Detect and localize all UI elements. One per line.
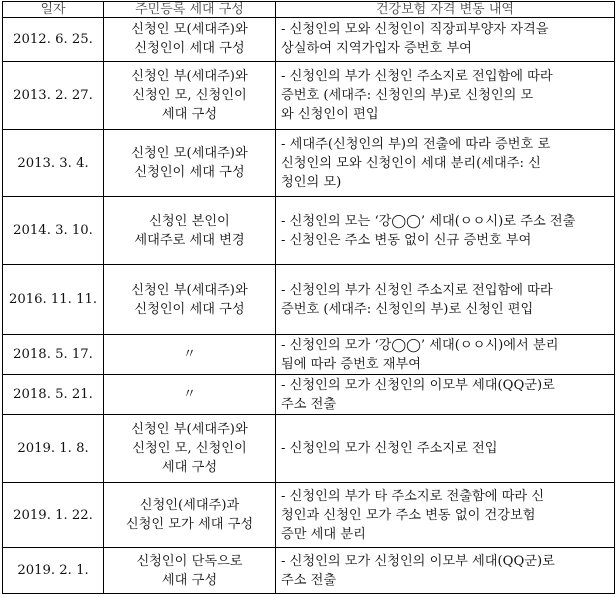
composition-line: 신청인 모(세대주)와: [131, 146, 248, 161]
composition-cell: [104, 129, 276, 197]
composition-line: 신청인(세대주)과: [139, 498, 240, 514]
composition-line: 세대 구성: [161, 106, 218, 122]
composition-cell: [104, 197, 276, 265]
change-cell: [276, 265, 615, 335]
change-cell: [276, 197, 615, 265]
composition-cell: [104, 18, 276, 62]
change-cell: [276, 483, 615, 548]
table-row: [3, 335, 615, 375]
composition-line: 신청인 부(세대주)와: [131, 282, 248, 298]
table-row: [3, 61, 615, 129]
change-cell: [276, 374, 615, 415]
change-cell: [276, 335, 615, 375]
composition-line: 신청인 본인이: [149, 213, 230, 229]
table-row: [3, 548, 615, 594]
change-line: - 세대주(신청인의 부)의 전출에 따라 증번호 로: [281, 136, 551, 152]
change-line: 증만 세대 분리: [281, 526, 366, 542]
composition-line: 신청인 부(세대주)와: [131, 68, 248, 84]
composition-line: 신청인 모, 신청인이: [132, 87, 247, 103]
change-line: - 신청인의 모는 ‘강◯◯’ 세대(ㅇㅇ시)로 주소 전출: [281, 213, 576, 229]
change-line: 증번호 (세대주: 신청인의 부)로 신청인의 모: [281, 87, 534, 103]
date-cell: 2013. 2. 27.: [3, 61, 104, 129]
change-line: - 신청인의 모가 ‘강◯◯’ 세대(ㅇㅇ시)에서 분리: [281, 337, 559, 353]
date-cell: 2016. 11. 11.: [3, 265, 104, 335]
composition-line: 신청인 모가 세대 구성: [125, 517, 254, 533]
change-line: - 신청인은 주소 변동 없이 신규 증번호 부여: [281, 232, 532, 248]
date-cell: 2019. 2. 1.: [3, 548, 104, 594]
table-body: [3, 18, 615, 594]
composition-line: 신청인 모, 신청인이: [132, 441, 247, 457]
composition-line: 신청인이 세대 구성: [134, 41, 245, 57]
composition-cell: [104, 374, 276, 415]
change-line: - 신청인의 모와 신청인이 직장피부양자 자격을: [281, 22, 549, 38]
change-line: - 신청인의 모가 신청인의 이모부 세대(QQ군)로: [281, 553, 555, 569]
date-cell: 2013. 3. 4.: [3, 129, 104, 197]
composition-cell: [104, 548, 276, 594]
table-row: [3, 483, 615, 548]
composition-cell: [104, 483, 276, 548]
change-line: 청인의 모): [281, 174, 342, 190]
change-cell: [276, 129, 615, 197]
change-line: 신청인의 모와 신청인이 세대 분리(세대주: 신: [281, 155, 541, 171]
change-line: - 신청인의 부가 타 주소지로 전출함에 따라 신: [281, 488, 545, 504]
insurance-history-table: [2, 1, 615, 594]
header-date: 일자: [3, 2, 104, 18]
composition-cell: [104, 335, 276, 375]
header-change: 건강보험 자격 변동 내역: [276, 2, 615, 18]
composition-cell: [104, 61, 276, 129]
table-row: [3, 415, 615, 483]
composition-line: 신청인 모(세대주)와: [131, 22, 248, 38]
composition-line: 신청인 부(세대주)와: [131, 422, 248, 438]
composition-line: 〃: [182, 387, 197, 403]
date-cell: 2019. 1. 22.: [3, 483, 104, 548]
composition-line: 세대 구성: [161, 460, 218, 476]
change-line: 됨에 따라 증번호 재부여: [281, 356, 421, 372]
composition-cell: [104, 415, 276, 483]
composition-line: 신청인이 세대 구성: [134, 301, 245, 317]
change-cell: [276, 18, 615, 62]
change-line: - 신청인의 부가 신청인 주소지로 전입함에 따라: [281, 282, 553, 298]
composition-line: 신청인이 단독으로: [136, 553, 243, 569]
change-line: 청인과 신청인 모가 주소 변동 없이 건강보험: [281, 507, 536, 523]
change-line: 와 신청인이 편입: [281, 106, 379, 122]
composition-line: 세대주로 세대 변경: [134, 232, 245, 248]
date-cell: 2018. 5. 21.: [3, 374, 104, 415]
table-row: [3, 129, 615, 197]
table-row: [3, 18, 615, 62]
table-row: [3, 265, 615, 335]
change-line: - 신청인의 모가 신청인 주소지로 전입: [281, 441, 498, 457]
table-row: [3, 374, 615, 415]
change-line: 상실하여 지역가입자 증번호 부여: [281, 41, 472, 57]
change-line: 주소 전출: [281, 572, 337, 588]
change-line: 주소 전출: [281, 396, 337, 412]
composition-line: 신청인이 세대 구성: [134, 165, 245, 180]
composition-cell: [104, 265, 276, 335]
change-line: - 신청인의 모가 신청인의 이모부 세대(QQ군)로: [281, 377, 555, 393]
header-row: [3, 2, 615, 18]
date-cell: 2019. 1. 8.: [3, 415, 104, 483]
change-cell: [276, 548, 615, 594]
change-cell: [276, 415, 615, 483]
composition-line: 세대 구성: [161, 572, 218, 588]
change-line: - 신청인의 부가 신청인 주소지로 전입함에 따라: [281, 68, 553, 84]
date-cell: 2018. 5. 17.: [3, 335, 104, 375]
composition-line: 〃: [182, 347, 197, 363]
date-cell: 2012. 6. 25.: [3, 18, 104, 62]
table-row: [3, 197, 615, 265]
change-line: 증번호 (세대주: 신청인의 부)로 신청인 편입: [281, 301, 534, 317]
change-cell: [276, 61, 615, 129]
header-composition: 주민등록 세대 구성: [104, 2, 276, 18]
date-cell: 2014. 3. 10.: [3, 197, 104, 265]
